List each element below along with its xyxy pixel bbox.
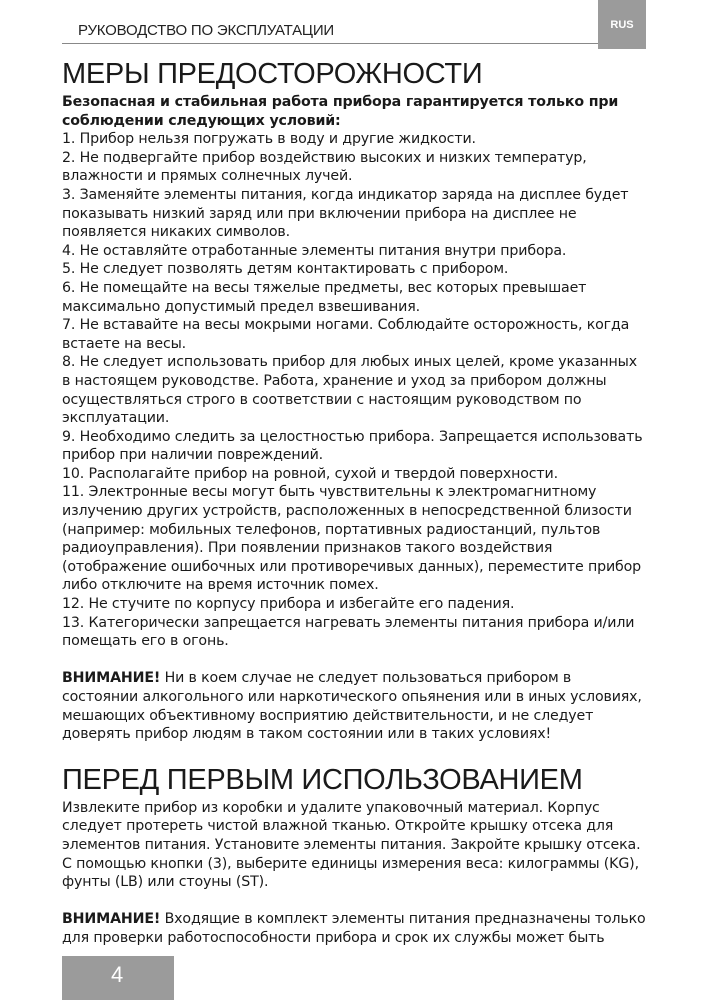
precaution-item: 6. Не помещайте на весы тяжелые предметы, вес которых превышает максимально допустимый предел взвешивания.	[62, 279, 587, 315]
warning-label: ВНИМАНИЕ!	[62, 670, 161, 687]
precaution-item: 3. Заменяйте элементы питания, когда индикатор заряда на дисплее будет показывать низкий заряд или при включении прибора на дисплее не появляется никаких символов.	[62, 186, 629, 241]
spacer	[62, 651, 646, 670]
precaution-item: 1. Прибор нельзя погружать в воду и другие жидкости.	[62, 131, 476, 148]
first-use-paragraph: Извлеките прибор из коробки и удалите упаковочный материал. Корпус следует протереть чистой влажной тканью. Откройте крышку отсека для элементов питания. Установите элементы питания. Закройте крышку отсека. С помощью кнопки (3), выберите единицы измерения веса: килограммы (KG), фунты (LB) или стоуны (ST).	[62, 799, 641, 891]
precaution-item: 2. Не подвергайте прибор воздействию высоких и низких температур, влажности и прямых солнечных лучей.	[62, 149, 587, 185]
precaution-item: 13. Категорически запрещается нагревать элементы питания прибора и/или помещать его в огонь.	[62, 614, 635, 650]
precaution-item: 8. Не следует использовать прибор для любых иных целей, кроме указанных в настоящем руководстве. Работа, хранение и уход за прибором должны осуществляться строго в соответствии с настоящим руководством по эксплуатации.	[62, 354, 637, 427]
precaution-item: 10. Располагайте прибор на ровной, сухой и твердой поверхности.	[62, 465, 558, 482]
battery-warning-paragraph	[62, 910, 646, 947]
warning-paragraph	[62, 669, 646, 743]
page-content	[62, 55, 646, 948]
section-heading-precautions: МЕРЫ ПРЕДОСТОРОЖНОСТИ	[62, 58, 483, 90]
running-header-title: РУКОВОДСТВО ПО ЭКСПЛУАТАЦИИ	[78, 22, 334, 39]
first-use-body	[62, 799, 646, 948]
precaution-item: 7. Не вставайте на весы мокрыми ногами. Соблюдайте осторожность, когда встаете на весы.	[62, 317, 630, 352]
language-tab	[598, 0, 646, 49]
warning-text: Входящие в комплект элементы питания предназначены только для проверки работоспособности прибора и срок их службы может быть	[62, 911, 646, 946]
header-divider	[62, 43, 646, 44]
precaution-item: 4. Не оставляйте отработанные элементы питания внутри прибора.	[62, 242, 567, 259]
precaution-item: 9. Необходимо следить за целостностью прибора. Запрещается использовать прибор при наличии повреждений.	[62, 428, 643, 464]
precaution-item: 5. Не следует позволять детям контактировать с прибором.	[62, 261, 509, 278]
page-number: 4	[111, 962, 124, 987]
warning-label: ВНИМАНИЕ!	[62, 911, 161, 928]
precaution-item: 11. Электронные весы могут быть чувствительны к электромагнитному излучению других устройств, расположенных в непосредственной близости (например: мобильных телефонов, портативных радиостанций, пультов радиоуправления). При появлении признаков такого воздействия (отображение ошибочных или противоречивых данных), переместите прибор либо отключите на время источник помех.	[62, 484, 641, 594]
spacer	[62, 892, 646, 911]
section-heading-first-use: ПЕРЕД ПЕРВЫМ ИСПОЛЬЗОВАНИЕМ	[62, 763, 583, 796]
warning-text: Ни в коем случае не следует пользоваться прибором в состоянии алкогольного или наркотического опьянения или в иных условиях, мешающих объективному восприятию действительности, и не следует доверять прибор людям в таком состоянии или в таких условиях!	[62, 670, 642, 743]
precaution-item: 12. Не стучите по корпусу прибора и избегайте его падения.	[62, 596, 515, 613]
language-label: RUS	[610, 18, 634, 31]
precautions-lead: Безопасная и стабильная работа прибора гарантируется только при соблюдении следующих условий:	[62, 94, 619, 129]
precautions-body	[62, 93, 646, 744]
